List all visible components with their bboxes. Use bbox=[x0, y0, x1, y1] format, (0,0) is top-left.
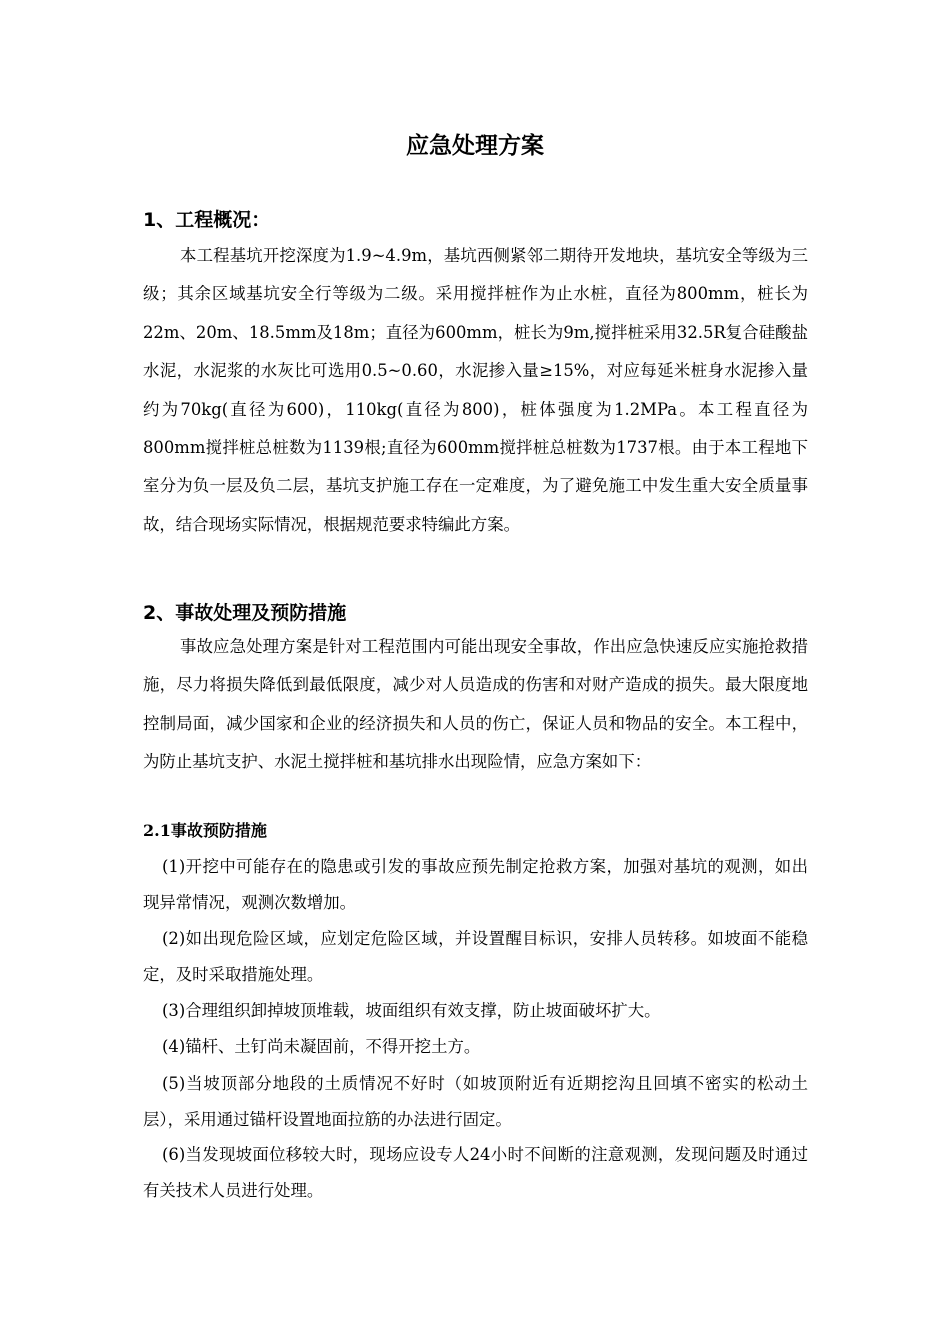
measure-item-1: (1)开挖中可能存在的隐患或引发的事故应预先制定抢救方案，加强对基坑的观测，如出现异常情况，观测次数增加。 bbox=[143, 857, 808, 912]
measure-item-6: (6)当发现坡面位移较大时，现场应设专人24小时不间断的注意观测，发现问题及时通过有关技术人员进行处理。 bbox=[143, 1145, 808, 1200]
section-1-heading: 1、工程概况： bbox=[143, 209, 271, 231]
measure-item-2: (2)如出现危险区域，应划定危险区域，并设置醒目标识，安排人员转移。如坡面不能稳定，及时采取措施处理。 bbox=[143, 929, 808, 984]
measure-item-3: (3)合理组织卸掉坡顶堆载，坡面组织有效支撑，防止坡面破坏扩大。 bbox=[162, 1001, 661, 1020]
document-title: 应急处理方案 bbox=[406, 133, 544, 159]
measure-item-5: (5)当坡顶部分地段的土质情况不好时（如坡顶附近有近期挖沟且回填不密实的松动土层），采用通过锚杆设置地面拉筋的办法进行固定。 bbox=[143, 1074, 808, 1129]
section-1-paragraph: 本工程基坑开挖深度为1.9~4.9m，基坑西侧紧邻二期待开发地块，基坑安全等级为三级；其余区域基坑安全行等级为二级。采用搅拌桩作为止水桩，直径为800mm，桩长为22m、20m、18.5mm及18m；直径为600mm，桩长为9m,搅拌桩采用32.5R复合硅酸盐水泥，水泥浆的水灰比可选用0.5~0.60，水泥掺入量≥15%，对应每延米桩身水泥掺入量约为70kg(直径为600)，110kg(直径为800)，桩体强度为1.2MPa。本工程直径为800mm搅拌桩总桩数为1139根;直径为600mm搅拌桩总桩数为1737根。由于本工程地下室分为负一层及负二层，基坑支护施工存在一定难度，为了避免施工中发生重大安全质量事故，结合现场实际情况，根据规范要求特编此方案。 bbox=[143, 246, 808, 534]
subsection-2-1-heading: 2.1事故预防措施 bbox=[143, 821, 267, 840]
section-2-paragraph: 事故应急处理方案是针对工程范围内可能出现安全事故，作出应急快速反应实施抢救措施，尽力将损失降低到最低限度，减少对人员造成的伤害和对财产造成的损失。最大限度地控制局面，减少国家和企业的经济损失和人员的伤亡，保证人员和物品的安全。本工程中，为防止基坑支护、水泥土搅拌桩和基坑排水出现险情，应急方案如下： bbox=[143, 637, 808, 772]
section-2-heading: 2、事故处理及预防措施 bbox=[143, 602, 347, 624]
measure-item-4: (4)锚杆、土钉尚未凝固前，不得开挖土方。 bbox=[162, 1037, 481, 1056]
